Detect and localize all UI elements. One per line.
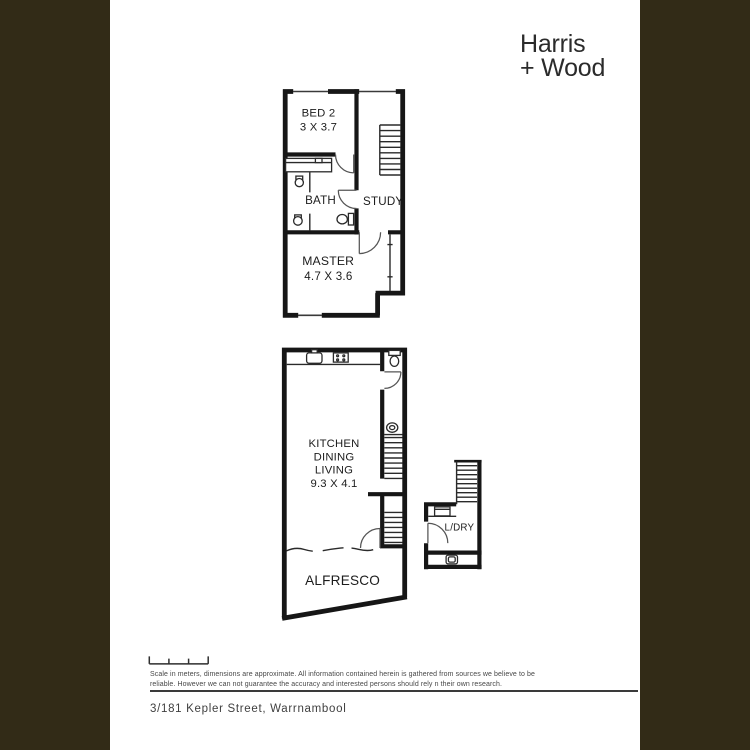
- wc-door-arc: [384, 372, 401, 389]
- room-label-master: MASTER: [302, 253, 355, 268]
- toilet-icon: [337, 213, 354, 225]
- room-label-living: LIVING: [314, 464, 354, 477]
- stairs-main-upper-flight-icon: [384, 438, 402, 479]
- trough-icon: [446, 555, 457, 564]
- living-entry-door-arc: [361, 529, 381, 549]
- robe-icon: [286, 158, 332, 171]
- room-label-laundry: L/DRY: [444, 522, 475, 534]
- room-label-alfresco: ALFRESCO: [305, 573, 381, 589]
- shower-icon: [295, 176, 303, 187]
- bath-door-arc: [338, 190, 356, 208]
- alfresco-boundary-dashed: [286, 548, 373, 551]
- brand-logo-line1: Harris: [520, 30, 586, 58]
- stairs-laundry-icon: [457, 461, 478, 504]
- upper-floor-plan: [283, 89, 405, 317]
- master-glazing-line: [387, 235, 392, 292]
- laundry-walls: [424, 461, 482, 569]
- laundry-block: [424, 461, 482, 569]
- disclaimer-line2: reliable. However we can not guarantee the accuracy and interested persons should rely n their own research.: [150, 680, 503, 688]
- room-label-bath: BATH: [305, 193, 336, 207]
- stairs-upper-icon: [380, 125, 401, 175]
- cooktop-icon: [333, 353, 348, 362]
- room-dims-living: 9.3 X 4.1: [310, 477, 358, 490]
- footer-divider: [150, 690, 638, 692]
- property-address: 3/181 Kepler Street, Warrnambool: [150, 703, 347, 715]
- room-dims-master: 4.7 X 3.6: [304, 270, 353, 283]
- disclaimer-line1: Scale in meters, dimensions are approximate. All information contained herein is gathered from sources we believe to be: [150, 671, 536, 678]
- brand-logo-line2: + Wood: [520, 54, 606, 82]
- powder-basin-icon: [384, 423, 402, 435]
- wc-toilet-icon: [389, 350, 400, 366]
- lower-floor-plan: [282, 348, 407, 619]
- master-door-arc: [359, 232, 380, 253]
- room-dims-bed2: 3 X 3.7: [299, 121, 338, 134]
- disclaimer-text: [150, 670, 620, 689]
- room-label-dining: DINING: [313, 451, 355, 464]
- room-label-study: STUDY: [363, 194, 404, 208]
- stairs-main-lower-flight-icon: [384, 512, 402, 542]
- washer-icon: [428, 507, 456, 516]
- bed2-door-arc: [336, 155, 354, 173]
- scale-bar: [149, 656, 208, 664]
- room-label-bed2: BED 2: [301, 107, 336, 120]
- room-label-kitchen: KITCHEN: [308, 438, 360, 450]
- basin-icon: [294, 215, 303, 225]
